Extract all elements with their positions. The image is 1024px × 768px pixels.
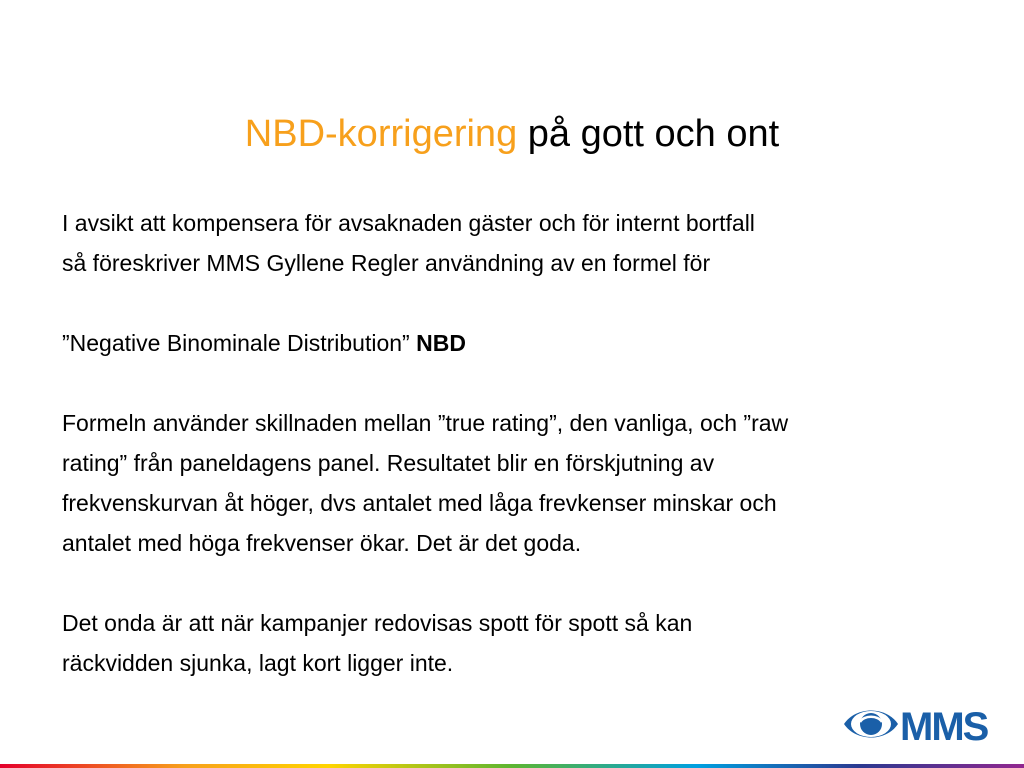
- paragraph-gap: [62, 283, 1002, 323]
- mms-logo: [842, 702, 1006, 746]
- body-paragraph-1-line-2: så föreskriver MMS Gyllene Regler användning av en formel för: [62, 250, 711, 276]
- paragraph-gap: [62, 363, 1002, 403]
- rainbow-footer-stripe: [0, 764, 1024, 768]
- body-paragraph-1-line-1: I avsikt att kompensera för avsaknaden gäster och för internt bortfall: [62, 210, 755, 236]
- slide-body: [62, 203, 1002, 683]
- logo-wordmark: MMS: [900, 705, 988, 746]
- paragraph-gap: [62, 563, 1002, 603]
- eye-logo-icon: [842, 702, 1006, 746]
- nbd-abbreviation: NBD: [416, 330, 466, 356]
- title-highlight: NBD-korrigering: [244, 113, 518, 155]
- body-paragraph-2: [62, 323, 1002, 363]
- body-paragraph-3-line-3: frekvenskurvan åt höger, dvs antalet med låga frevkenser minskar och: [62, 490, 777, 516]
- slide-title: [0, 110, 1024, 158]
- title-rest: på gott och ont: [517, 113, 780, 155]
- nbd-definition-text: ”Negative Binominale Distribution”: [62, 330, 417, 356]
- body-paragraph-4-line-2: räckvidden sjunka, lagt kort ligger inte.: [62, 650, 454, 676]
- body-paragraph-4-line-1: Det onda är att när kampanjer redovisas spott för spott så kan: [62, 610, 693, 636]
- body-paragraph-3-line-1: Formeln använder skillnaden mellan ”true rating”, den vanliga, och ”raw: [62, 410, 789, 436]
- body-paragraph-3-line-2: rating” från paneldagens panel. Resultatet blir en förskjutning av: [62, 450, 715, 476]
- body-paragraph-3-line-4: antalet med höga frekvenser ökar. Det är det goda.: [62, 530, 582, 556]
